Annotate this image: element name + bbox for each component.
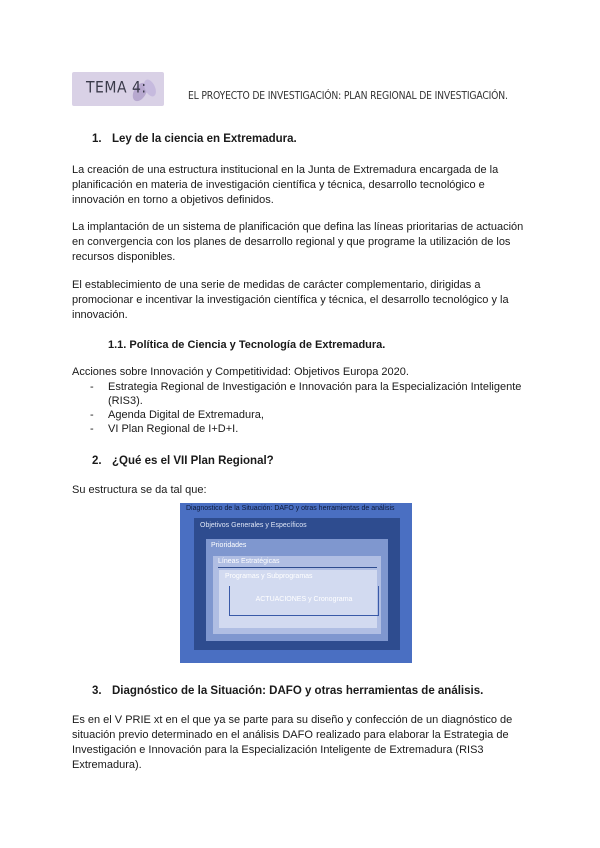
paragraph: Su estructura se da tal que: [72, 484, 207, 496]
tema-badge [72, 72, 164, 106]
diagram-divider [218, 567, 377, 568]
page-header [72, 70, 532, 110]
structure-diagram [180, 503, 412, 663]
paragraph: El establecimiento de una serie de medidas de carácter complementario, dirigidas a promocionar e incentivar la investigación científica y técnica, el desarrollo tecnológico y la innovación. [72, 279, 509, 321]
paragraph: Es en el V PRIE xt en el que ya se parte para su diseño y confección de un diagnóstico de situación previo determinado en el análisis DAFO realizado para elaborar la Estrategia de Investigación e Innovación para la Especialización Inteligente de Extremadura (RIS3 Extremadura). [72, 714, 513, 771]
list-item: - VI Plan Regional de I+D+I. [90, 423, 239, 435]
list-item: - Agenda Digital de Extremadura, [90, 409, 264, 421]
diagram-label-objetivos: Objetivos Generales y Específicos [200, 522, 307, 529]
diagram-label-actuaciones: ACTUACIONES y Cronograma [255, 596, 353, 603]
page-title: EL PROYECTO DE INVESTIGACIÓN: PLAN REGIONAL DE INVESTIGACIÓN. [188, 90, 508, 102]
diagram-label-programas: Programas y Subprogramas [225, 573, 313, 580]
diagram-level-actuaciones [229, 586, 379, 616]
subsection-heading: 1.1. Política de Ciencia y Tecnología de Extremadura. [108, 339, 386, 351]
diagram-level-objetivos [194, 518, 400, 650]
diagram-label-diagnostico: Diagnostico de la Situación: DAFO y otras herramientas de análisis [186, 505, 395, 512]
bullet-list [90, 380, 530, 436]
diagram-level-programas [219, 570, 377, 628]
list-item: - Estrategia Regional de Investigación e Innovación para la Especialización Inteligente (RIS3). [90, 381, 522, 407]
diagram-level-prioridades [206, 539, 388, 641]
tema-label: TEMA 4: [86, 78, 147, 98]
paragraph: Acciones sobre Innovación y Competitividad: Objetivos Europa 2020. [72, 366, 409, 378]
diagram-label-prioridades: Prioridades [211, 542, 247, 549]
paragraph: La implantación de un sistema de planificación que defina las líneas prioritarias de actuación en convergencia con los planes de desarrollo regional y que programe la utilización de los recursos disponibles. [72, 221, 524, 263]
paragraph: La creación de una estructura institucional en la Junta de Extremadura encargada de la planificación en materia de investigación científica y técnica, desarrollo tecnológico e innovación en torno a objetivos definidos. [72, 164, 499, 206]
diagram-label-lineas: Líneas Estratégicas [218, 558, 280, 565]
diagram-level-lineas [213, 556, 381, 634]
